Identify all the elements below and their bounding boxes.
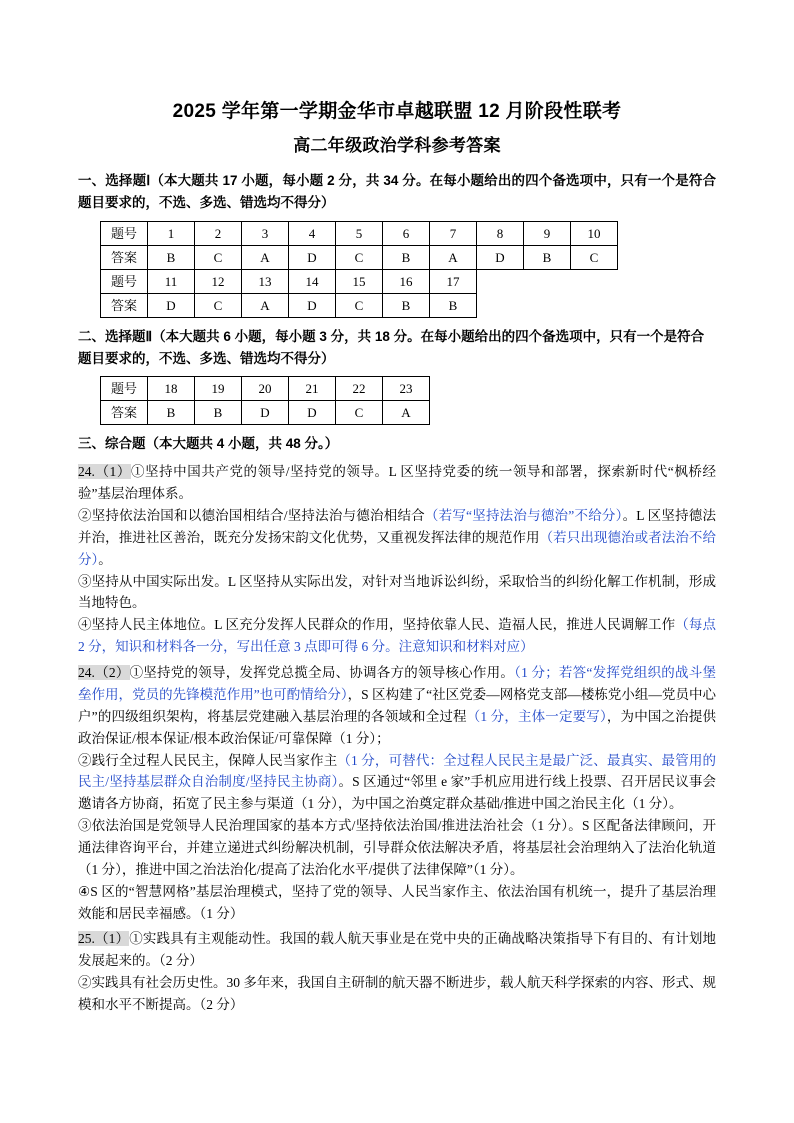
row-label-answer: 答案 <box>101 401 148 425</box>
question-number: 1 <box>148 221 195 245</box>
table-row <box>101 245 618 269</box>
question-number: 22 <box>336 377 383 401</box>
answer-cell: C <box>571 245 618 269</box>
answer-paragraph <box>78 461 716 505</box>
answer-cell: B <box>195 401 242 425</box>
answer-cell: B <box>430 293 477 317</box>
answer-cell: D <box>289 293 336 317</box>
answer-text: ①坚持党的领导，发挥党总揽全局、协调各方的领导核心作用。（1 分；若答“发挥党组织的战斗堡垒作用，党员的先锋模范作用”也可酌情给分），S 区构建了“社区党委—网格党支部—楼栋党小组—党员中心户”的四级组织架构，将基层党建融入基层治理的各领域和全过程（1 分，主体一定要写），为中国之治提供政治保证/根本保证/根本政治保证/可靠保障（1 分）； <box>78 665 717 746</box>
question-number: 20 <box>242 377 289 401</box>
answer-cell: B <box>524 245 571 269</box>
answer-paragraph <box>78 505 716 571</box>
question-24-1-block <box>78 461 716 658</box>
question-number: 5 <box>336 221 383 245</box>
section-2-answer-table <box>100 376 430 425</box>
answer-cell: B <box>383 293 430 317</box>
answer-paragraph <box>78 750 716 816</box>
question-number: 16 <box>383 269 430 293</box>
section-2-heading: 二、选择题Ⅱ（本大题共 6 小题，每小题 3 分，共 18 分。在每小题给出的四个备选项中，只有一个是符合题目要求的，不选、多选、错选均不得分） <box>78 328 705 366</box>
table-row <box>101 293 618 317</box>
question-number: 12 <box>195 269 242 293</box>
table-row <box>101 401 430 425</box>
table-row <box>101 269 618 293</box>
row-label-answer: 答案 <box>101 245 148 269</box>
question-number: 4 <box>289 221 336 245</box>
answer-paragraph <box>78 815 716 881</box>
answer-cell: B <box>148 401 195 425</box>
row-label-answer: 答案 <box>101 293 148 317</box>
answer-text: ②践行全过程人民民主，保障人民当家作主（1 分，可替代：全过程人民民主是最广泛、最真实、最管用的民主/坚持基层群众自治制度/坚持民主协商）。S 区通过“邻里 e 家”手机应用进行线上投票、召开居民议事会邀请各方协商，拓宽了民主参与渠道（1 分），为中国之治奠定群众基础/推进中国之治民主化（1 分）。 <box>78 752 717 812</box>
question-number: 6 <box>383 221 430 245</box>
answer-cell: D <box>289 401 336 425</box>
answer-cell: D <box>289 245 336 269</box>
section-1-heading: 一、选择题Ⅰ（本大题共 17 小题，每小题 2 分，共 34 分。在每小题给出的四个备选项中，只有一个是符合题目要求的，不选、多选、错选均不得分） <box>78 173 716 211</box>
question-number: 23 <box>383 377 430 401</box>
answer-cell: C <box>195 245 242 269</box>
question-number: 2 <box>195 221 242 245</box>
answer-cell: A <box>430 245 477 269</box>
question-24-2-block <box>78 662 716 924</box>
question-number: 19 <box>195 377 242 401</box>
answer-paragraph <box>78 571 716 615</box>
question-25-1-block <box>78 928 716 1015</box>
answer-cell: C <box>336 293 383 317</box>
answer-cell: B <box>383 245 430 269</box>
answer-cell: D <box>148 293 195 317</box>
answer-text: ①实践具有主观能动性。我国的载人航天事业是在党中央的正确战略决策指导下有目的、有计划地发展起来的。（2 分） <box>78 931 717 969</box>
answer-text: ③依法治国是党领导人民治理国家的基本方式/坚持依法治国/推进法治社会（1 分）。S 区配备法律顾问，开通法律咨询平台，并建立递进式纠纷解决机制，引导群众依法解决矛盾，将基层社会治理纳入了法治化轨道（1 分），推进中国之治法治化/提高了法治化水平/提供了法律保障”（1 分）。 <box>78 818 716 877</box>
question-label-24-2: 24.（2） <box>78 665 130 681</box>
answer-text: ②实践具有社会历史性。30 多年来，我国自主研制的航天器不断进步，载人航天科学探索的内容、形式、规模和水平不断提高。（2 分） <box>78 975 716 1012</box>
question-number: 14 <box>289 269 336 293</box>
answer-cell: A <box>242 245 289 269</box>
answer-paragraph <box>78 881 716 925</box>
question-number: 10 <box>571 221 618 245</box>
question-number: 11 <box>148 269 195 293</box>
question-number: 15 <box>336 269 383 293</box>
question-number: 21 <box>289 377 336 401</box>
answer-text: ④S 区的“智慧网格”基层治理模式，坚持了党的领导、人民当家作主、依法治国有机统一，提升了基层治理效能和居民幸福感。（1 分） <box>78 883 716 921</box>
section-3-heading: 三、综合题（本大题共 4 小题，共 48 分。） <box>78 436 339 452</box>
answer-cell: A <box>383 401 430 425</box>
question-label-25-1: 25.（1） <box>78 931 130 947</box>
answer-text: ①坚持中国共产党的领导/坚持党的领导。L 区坚持党委的统一领导和部署，探索新时代“枫桥经验”基层治理体系。 <box>78 464 716 502</box>
question-number: 9 <box>524 221 571 245</box>
answer-text: ④坚持人民主体地位。L 区充分发挥人民群众的作用，坚持依靠人民、造福人民，推进人民调解工作（每点 2 分，知识和材料各一分，写出任意 3 点即可得 6 分。注意知识和材料对应） <box>78 617 717 655</box>
answer-cell: C <box>336 245 383 269</box>
answer-text: ②坚持依法治国和以德治国相结合/坚持法治与德治相结合（若写“坚持法治与德治”不给分）。L 区坚持德法并治，推进社区善治，既充分发扬宋韵文化优势，又重视发挥法律的规范作用（若只出现德治或者法治不给分）。 <box>78 508 717 567</box>
row-label-number: 题号 <box>101 269 148 293</box>
answer-paragraph <box>78 972 716 1016</box>
table-row <box>101 221 618 245</box>
section-1-answer-table <box>100 221 618 318</box>
question-number: 7 <box>430 221 477 245</box>
answer-cell: D <box>477 245 524 269</box>
answer-text: ③坚持从中国实际出发。L 区坚持从实际出发，对针对当地诉讼纠纷，采取恰当的纠纷化解工作机制，形成当地特色。 <box>78 573 716 611</box>
table-row <box>101 377 430 401</box>
answer-paragraph <box>78 662 716 749</box>
answer-cell: C <box>336 401 383 425</box>
answer-paragraph <box>78 928 716 972</box>
answer-cell: C <box>195 293 242 317</box>
question-number: 17 <box>430 269 477 293</box>
row-label-number: 题号 <box>101 221 148 245</box>
question-label-24-1: 24.（1） <box>78 464 131 480</box>
answer-cell: A <box>242 293 289 317</box>
row-label-number: 题号 <box>101 377 148 401</box>
page-title: 2025 学年第一学期金华市卓越联盟 12 月阶段性联考 <box>172 101 622 122</box>
question-number: 13 <box>242 269 289 293</box>
answer-paragraph <box>78 614 716 658</box>
question-number: 8 <box>477 221 524 245</box>
question-number: 3 <box>242 221 289 245</box>
answer-cell: B <box>148 245 195 269</box>
answer-cell: D <box>242 401 289 425</box>
question-number: 18 <box>148 377 195 401</box>
page-subtitle: 高二年级政治学科参考答案 <box>293 136 501 155</box>
